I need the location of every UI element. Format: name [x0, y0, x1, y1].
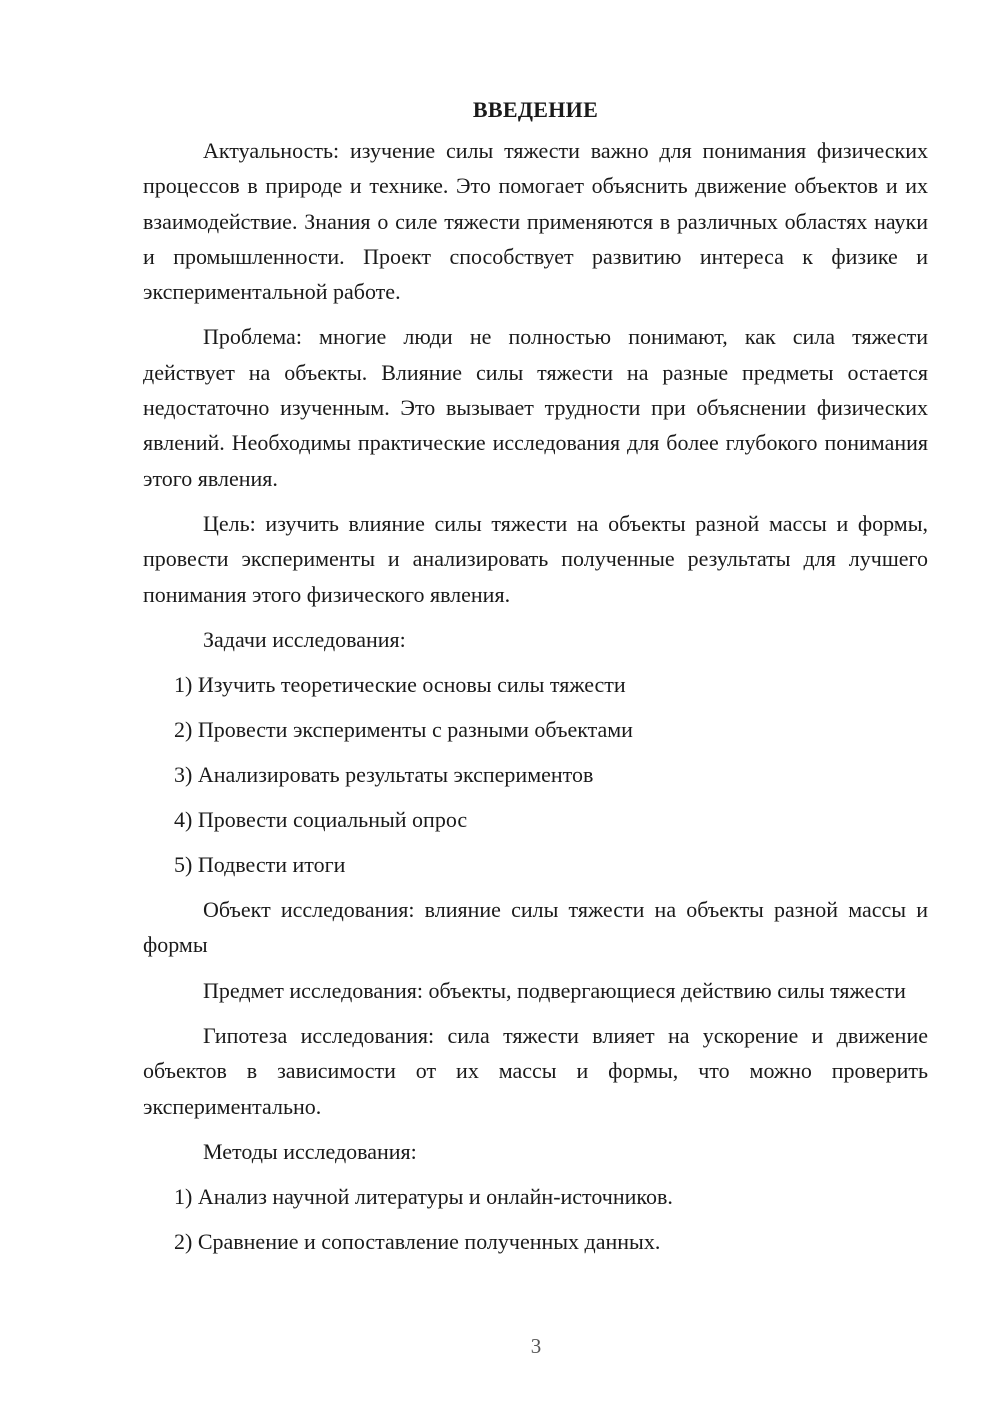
document-page [143, 92, 928, 1269]
list-item: 5) Подвести итоги [174, 852, 346, 878]
list-item: 1) Изучить теоретические основы силы тяжести [174, 672, 626, 698]
subject-paragraph: Предмет исследования: объекты, подвергающиеся действию силы тяжести [203, 977, 906, 1003]
tasks-heading: Задачи исследования: [203, 626, 406, 652]
relevance-paragraph: Актуальность: изучение силы тяжести важно для понимания физических процессов в природе и технике. Это помогает объяснить движение объектов и их взаимодействие. Знания о силе тяжести применяются в различных областях науки и промышленности. Проект способствует развитию интереса к физике и экспериментальной работе. [143, 138, 928, 305]
list-item: 2) Провести эксперименты с разными объектами [174, 717, 633, 743]
list-item: 2) Сравнение и сопоставление полученных данных. [174, 1229, 661, 1255]
tasks-list [143, 667, 928, 882]
object-paragraph: Объект исследования: влияние силы тяжести на объекты разной массы и формы [143, 897, 928, 958]
methods-heading: Методы исследования: [203, 1138, 417, 1164]
page-number: 3 [530, 1334, 542, 1358]
goal-paragraph: Цель: изучить влияние силы тяжести на объекты разной массы и формы, провести эксперименты и анализировать полученные результаты для лучшего понимания этого физического явления. [143, 510, 928, 607]
page-title: ВВЕДЕНИЕ [472, 97, 599, 122]
list-item: 1) Анализ научной литературы и онлайн-источников. [174, 1184, 673, 1210]
hypothesis-paragraph: Гипотеза исследования: сила тяжести влияет на ускорение и движение объектов в зависимости от их массы и формы, что можно проверить экспериментально. [143, 1023, 928, 1119]
list-item: 4) Провести социальный опрос [174, 807, 468, 833]
list-item: 3) Анализировать результаты экспериментов [174, 762, 594, 788]
problem-paragraph: Проблема: многие люди не полностью понимают, как сила тяжести действует на объекты. Влияние силы тяжести на разные предметы остается недостаточно изученным. Это вызывает трудности при объяснении физических явлений. Необходимы практические исследования для более глубокого понимания этого явления. [143, 324, 928, 491]
methods-list [143, 1179, 928, 1259]
